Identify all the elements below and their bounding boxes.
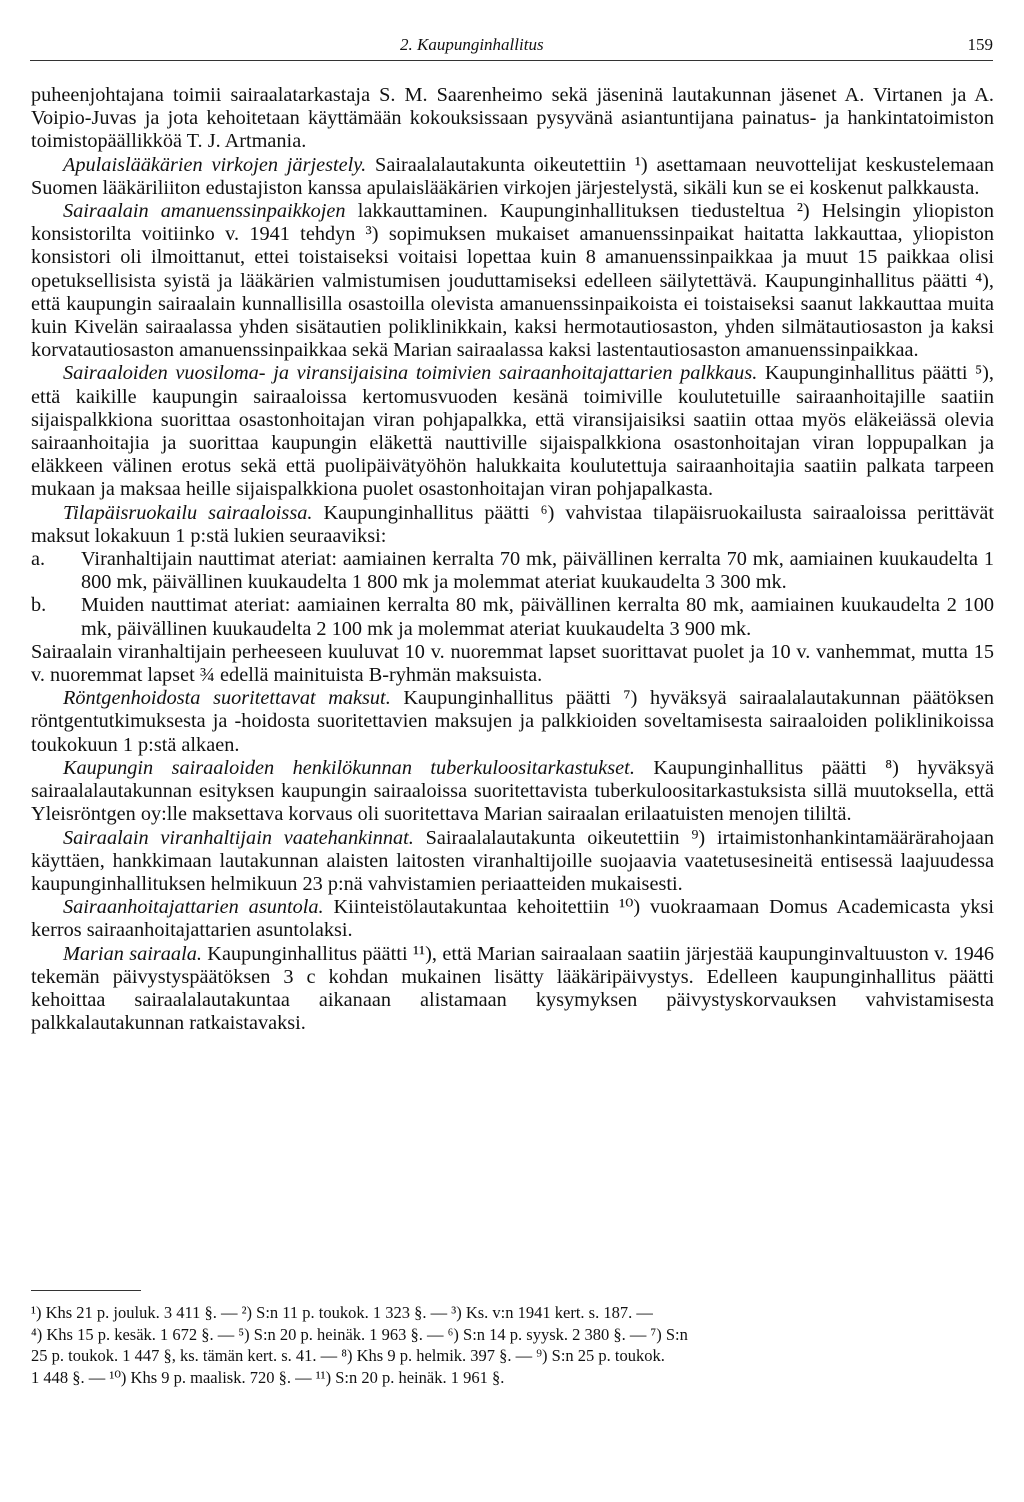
list-label: b.	[31, 594, 47, 617]
paragraph: Apulaislääkärien virkojen järjestely. Sairaalalautakunta oikeutettiin ¹) asettamaan neuvottelijat keskustelemaan Suomen lääkäriliiton edustajiston kanssa apulaislääkärien virkojen järjestelystä, sikäli kun se ei koskenut palkkausta.	[31, 153, 994, 199]
paragraph: Marian sairaala. Kaupunginhallitus päätti ¹¹), että Marian sairaalaan saatiin järjestää kaupunginvaltuuston v. 1946 tekemän päivystyspäätöksen 3 c kohdan mukainen lisätty lääkäripäivystys. Edelleen kaupunginhallitus päätti kehoittaa sairaalalautakuntaa aikanaan alistamaan kysymyksen päivystyskorvauksen vahvistamisesta palkkalautakunnan ratkaistavaksi.	[31, 942, 994, 1035]
section-heading: Sairaalain viranhaltijain vaatehankinnat.	[63, 826, 414, 849]
footnote-line: ⁴) Khs 15 p. kesäk. 1 672 §. — ⁵) S:n 20 p. heinäk. 1 963 §. — ⁶) S:n 14 p. syysk. 2 380 §. — ⁷) S:n	[31, 1324, 688, 1344]
main-text	[31, 84, 994, 1035]
paragraph: Kaupungin sairaaloiden henkilökunnan tuberkuloositarkastukset. Kaupunginhallitus päätti ⁸) hyväksyä sairaalalautakunnan esityksen kaupungin sairaaloissa suoritettavista tuberkuloositarkastuksista sillä muutoksella, että Yleisröntgen oy:lle maksettava korvaus oli suoritettava Marian sairaalan erilaatuisten menojen tililtä.	[31, 756, 994, 826]
footnote-divider	[31, 1290, 141, 1291]
paragraph: Sairaalain amanuenssinpaikkojen lakkauttaminen. Kaupunginhallituksen tiedusteltua ²) Helsingin yliopiston konsistorilta voitiinko v. 1941 tehdyn ³) sopimuksen mukaiset amanuenssinpaikat haitatta lakkauttaa, yliopiston konsistori oli ilmoittanut, ettei toistaiseksi voitaisi lopettaa kuin 8 amanuenssinpaikkaa ja muut 15 paikkaa olisi opetuksellisista syistä ja lääkärien valmistumisen jouduttamiseksi edelleen säilytettävä. Kaupunginhallitus päätti ⁴), että kaupungin sairaalain kunnallisilla osastoilla olevista amanuenssinpaikoista ei toistaiseksi saanut lakkauttaa muita kuin Kivelän sairaalassa yhden sisätautien poliklinikkain, kaksi hermotautiosaston, yhden silmätautiosaston ja kaksi korvatautiosaston amanuenssinpaikkaa sekä Marian sairaalassa kaksi lastentautiosaston amanuenssinpaikkaa.	[31, 200, 994, 362]
paragraph: Sairaanhoitajattarien asuntola. Kiinteistölautakuntaa kehoitettiin ¹⁰) vuokraamaan Domus Academicasta yksi kerros sairaanhoitajattarien asuntolaksi.	[31, 896, 994, 942]
running-header	[30, 34, 993, 61]
paragraph: Sairaalain viranhaltijain vaatehankinnat. Sairaalalautakunta oikeutettiin ⁹) irtaimistonhankintamäärärahojaan käyttäen, hankkimaan lautakunnan alaisten laitosten viranhaltijoille suojaavia vaatetusesineitä entisessä laajuudessa kaupunginhallituksen helmikuun 23 p:nä vahvistamien periaatteiden mukaisesti.	[31, 826, 995, 895]
footnote-line: 25 p. toukok. 1 447 §, ks. tämän kert. s. 41. — ⁸) Khs 9 p. helmik. 397 §. — ⁹) S:n 25 p. toukok.	[31, 1346, 665, 1365]
section-heading: Apulaislääkärien virkojen järjestely.	[63, 153, 367, 176]
header-title: 2. Kaupunginhallitus	[400, 35, 544, 54]
paragraph: Sairaaloiden vuosiloma- ja viransijaisina toimivien sairaanhoitajattarien palkkaus. Kaupunginhallitus päätti ⁵), että kaikille kaupungin sairaaloissa kertomusvuoden kesänä toimiville koulutetuille sairaanhoitajille saatiin sijaispalkkiona suorittaa osastonhoitajan viran pohjapalkka, että viransijaisiksi saatiin ottaa myös eläkeiässä olevia sairaanhoitajia ja suorittaa kaupungin eläkettä nauttiville sijaispalkkiona osastonhoitajan viran loppupalkan ja eläkkeen välinen erotus sekä että puolipäivätyöhön halukkaita koulutettuja sairaanhoitajia saatiin palkata tarpeen mukaan ja maksaa heille sijaispalkkiona puolet osastonhoitajan viran pohjapalkasta.	[31, 362, 995, 501]
section-heading: Sairaalain amanuenssinpaikkojen	[63, 200, 346, 223]
paragraph: puheenjohtajana toimii sairaalatarkastaja S. M. Saarenheimo sekä jäseninä lautakunnan jäsenet A. Virtanen ja A. Voipio-Juvas ja jota kehoitetaan käyttämään kokouksissaan pysyvänä asiantuntijana painatus- ja hankintatoimiston toimistopäällikköä T. J. Artmania.	[31, 84, 994, 153]
section-heading: Marian sairaala.	[63, 942, 202, 965]
list-item: a. Viranhaltijain nauttimat ateriat: aamiainen kerralta 70 mk, päivällinen kerralta 70 mk, aamiainen kuukaudelta 1 800 mk, päivällinen kuukaudelta 1 800 mk ja molemmat ateriat kuukaudelta 3 300 mk.	[31, 548, 994, 594]
paragraph: Röntgenhoidosta suoritettavat maksut. Kaupunginhallitus päätti ⁷) hyväksyä sairaalalautakunnan päätöksen röntgentutkimuksesta ja -hoidosta suoritettavien maksujen ja palkkioiden soveltamisesta sairaaloiden poliklinikoissa toukokuun 1 p:stä alkaen.	[31, 687, 994, 756]
section-heading: Tilapäisruokailu sairaaloissa.	[63, 501, 313, 524]
section-heading: Sairaaloiden vuosiloma- ja viransijaisina toimivien sairaanhoitajattarien palkkaus.	[63, 362, 758, 385]
section-heading: Kaupungin sairaaloiden henkilökunnan tuberkuloositarkastukset.	[63, 756, 635, 779]
section-heading: Sairaanhoitajattarien asuntola.	[63, 896, 324, 919]
footnotes	[31, 1302, 994, 1388]
list-label: a.	[31, 548, 46, 571]
paragraph: Tilapäisruokailu sairaaloissa. Kaupunginhallitus päätti ⁶) vahvistaa tilapäisruokailusta sairaaloissa perittävät maksut lokakuun 1 p:stä lukien seuraaviksi:	[31, 501, 994, 547]
section-heading: Röntgenhoidosta suoritettavat maksut.	[63, 687, 391, 710]
paragraph: Sairaalain viranhaltijain perheeseen kuuluvat 10 v. nuoremmat lapset suorittavat puolet ja 10 v. vanhemmat, mutta 15 v. nuoremmat lapset ¾ edellä mainituista B-ryhmän maksuista.	[31, 640, 994, 687]
footnote-line: 1 448 §. — ¹⁰) Khs 9 p. maalisk. 720 §. — ¹¹) S:n 20 p. heinäk. 1 961 §.	[31, 1367, 505, 1387]
list-item: b. Muiden nauttimat ateriat: aamiainen kerralta 80 mk, päivällinen kerralta 80 mk, aamiainen kuukaudelta 2 100 mk, päivällinen kuukaudelta 2 100 mk ja molemmat ateriat kuukaudelta 3 900 mk.	[31, 594, 994, 640]
page-number: 159	[967, 35, 993, 54]
footnote-line: ¹) Khs 21 p. jouluk. 3 411 §. — ²) S:n 11 p. toukok. 1 323 §. — ³) Ks. v:n 1941 kert. s. 187. —	[31, 1303, 653, 1322]
